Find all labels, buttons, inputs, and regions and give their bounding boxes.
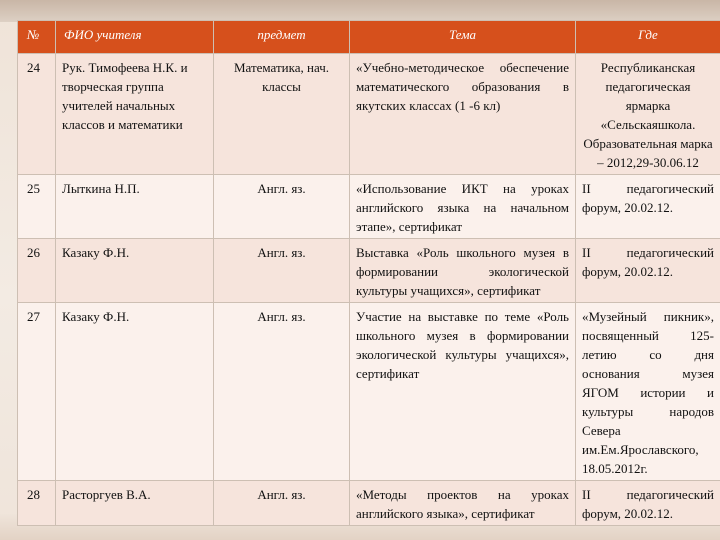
row-teacher: Казаку Ф.Н. — [56, 239, 214, 303]
row-subject: Англ. яз. — [214, 481, 350, 526]
row-theme: «Методы проектов на уроках английского языка», сертификат — [350, 481, 576, 526]
header-theme: Тема — [350, 21, 576, 54]
teachers-activity-table — [17, 20, 720, 526]
table-row — [18, 481, 720, 526]
row-subject: Англ. яз. — [214, 303, 350, 481]
table-row — [18, 239, 720, 303]
header-where: Где — [576, 21, 720, 54]
table-row — [18, 175, 720, 239]
row-num: 28 — [18, 481, 56, 526]
row-num: 27 — [18, 303, 56, 481]
row-where: «Музейный пикник», посвященный 125-летию со дня основания музея ЯГОМ истории и культуры народов Севера им.Ем.Ярославского, 18.05.2012г. — [576, 303, 720, 481]
row-num: 24 — [18, 54, 56, 175]
row-theme: «Использование ИКТ на уроках английского языка на начальном этапе», сертификат — [350, 175, 576, 239]
row-teacher: Казаку Ф.Н. — [56, 303, 214, 481]
row-num: 25 — [18, 175, 56, 239]
row-teacher: Расторгуев В.А. — [56, 481, 214, 526]
row-where: Республиканская педагогическая ярмарка «Сельскаяшкола. Образовательная марка – 2012,29-30.06.12 — [576, 54, 720, 175]
row-theme: Участие на выставке по теме «Роль школьного музея в формировании экологической культуры учащихся», сертификат — [350, 303, 576, 481]
header-subject: предмет — [214, 21, 350, 54]
row-num: 26 — [18, 239, 56, 303]
row-where: II педагогический форум, 20.02.12. — [576, 481, 720, 526]
row-subject: Математика, нач. классы — [214, 54, 350, 175]
row-teacher: Рук. Тимофеева Н.К. и творческая группа учителей начальных классов и математики — [56, 54, 214, 175]
row-subject: Англ. яз. — [214, 239, 350, 303]
table-row — [18, 303, 720, 481]
header-num: № — [18, 21, 56, 54]
table-header-row — [18, 21, 720, 54]
row-where: II педагогический форум, 20.02.12. — [576, 239, 720, 303]
row-theme: Выставка «Роль школьного музея в формировании экологической культуры учащихся», сертификат — [350, 239, 576, 303]
header-teacher: ФИО учителя — [56, 21, 214, 54]
row-theme: «Учебно-методическое обеспечение математического образования в якутских классах (1 -6 кл) — [350, 54, 576, 175]
row-where: II педагогический форум, 20.02.12. — [576, 175, 720, 239]
top-decor-band — [0, 0, 720, 22]
row-subject: Англ. яз. — [214, 175, 350, 239]
table-row — [18, 54, 720, 175]
row-teacher: Лыткина Н.П. — [56, 175, 214, 239]
